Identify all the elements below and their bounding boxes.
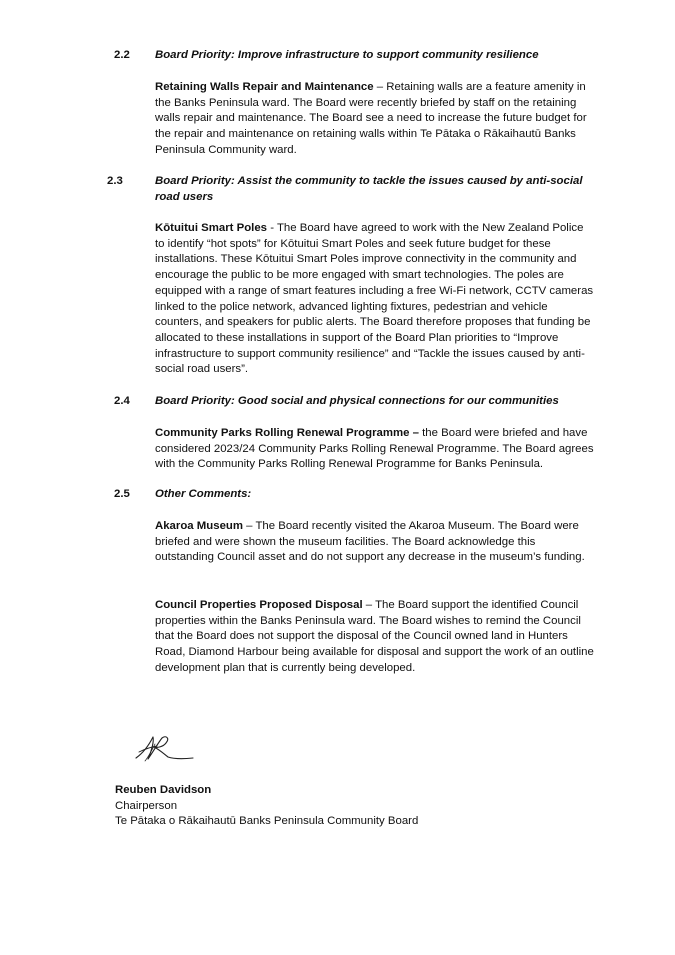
paragraph-text: - The Board have agreed to work with the New Zealand Police to identify “hot spots” for Kōtuitui Smart Poles and seek future budget for these installations. These Kōtuitui Smart Poles improve connectivity in the community and encourage the public to be more engaged with smart technologies. The poles are equipped with a range of smart features including a free Wi-Fi network, CCTV cameras linked to the police network, advanced lighting fixtures, pedestrian and vehicle counters, and speakers for public alerts. The Board therefore proposes that funding be allocated to these installations in support of the Board Plan priorities to “Improve infrastructure to support community resilience” and “Tackle the issues caused by anti-social road users”. [155, 222, 594, 376]
signatory-role: Chairperson [115, 799, 178, 812]
section-number: 2.4 [114, 395, 130, 407]
paragraph-council-properties [155, 598, 595, 677]
paragraph-text: – The Board support the identified Council properties within the Banks Peninsula ward. The Board wishes to remind the Council that the Board does not support the disposal of the Council owned land in Hunters Road, Diamond Harbour being available for disposal and support the work of an outline development plan that is currently being developed. [155, 599, 594, 674]
signatory-name: Reuben Davidson [115, 784, 212, 796]
section-heading: Other Comments: [155, 488, 252, 500]
paragraph-akaroa-museum [155, 519, 595, 566]
paragraph-text: – Retaining walls are a feature amenity in the Banks Peninsula ward. The Board were recently briefed by staff on the retaining walls repair and maintenance. The Board see a need to increase the future budget for the repair and maintenance on retaining walls within Te Pātaka o Rākaihautū Banks Peninsula Community ward. [155, 81, 587, 156]
paragraph-smart-poles [155, 221, 595, 378]
paragraph-retaining-walls [155, 80, 595, 159]
paragraph-text: – The Board recently visited the Akaroa Museum. The Board were briefed and were shown the museum facilities. The Board acknowledge this outstanding Council asset and do not support any decrease in the museum’s funding. [155, 520, 585, 564]
paragraph-lead: Akaroa Museum [155, 520, 243, 532]
signatory-block [115, 783, 535, 830]
paragraph-text: the Board were briefed and have considered 2023/24 Community Parks Rolling Renewal Programme. The Board agrees with the Community Parks Rolling Renewal Programme for Banks Peninsula. [155, 427, 594, 471]
paragraph-parks-renewal [155, 426, 595, 473]
section-heading: Board Priority: Good social and physical connections for our communities [155, 395, 559, 407]
section-heading: Board Priority: Assist the community to tackle the issues caused by anti-social road users [155, 175, 583, 203]
section-number: 2.3 [107, 175, 123, 187]
paragraph-lead: Community Parks Rolling Renewal Programme – [155, 427, 419, 439]
signatory-organisation: Te Pātaka o Rākaihautū Banks Peninsula Community Board [115, 815, 419, 828]
paragraph-lead: Retaining Walls Repair and Maintenance [155, 81, 374, 93]
signature-image [133, 728, 195, 766]
paragraph-lead: Kōtuitui Smart Poles [155, 222, 268, 234]
paragraph-lead: Council Properties Proposed Disposal [155, 599, 363, 611]
section-heading: Board Priority: Improve infrastructure to support community resilience [155, 49, 539, 61]
section-number: 2.2 [114, 49, 130, 61]
section-number: 2.5 [114, 488, 130, 500]
